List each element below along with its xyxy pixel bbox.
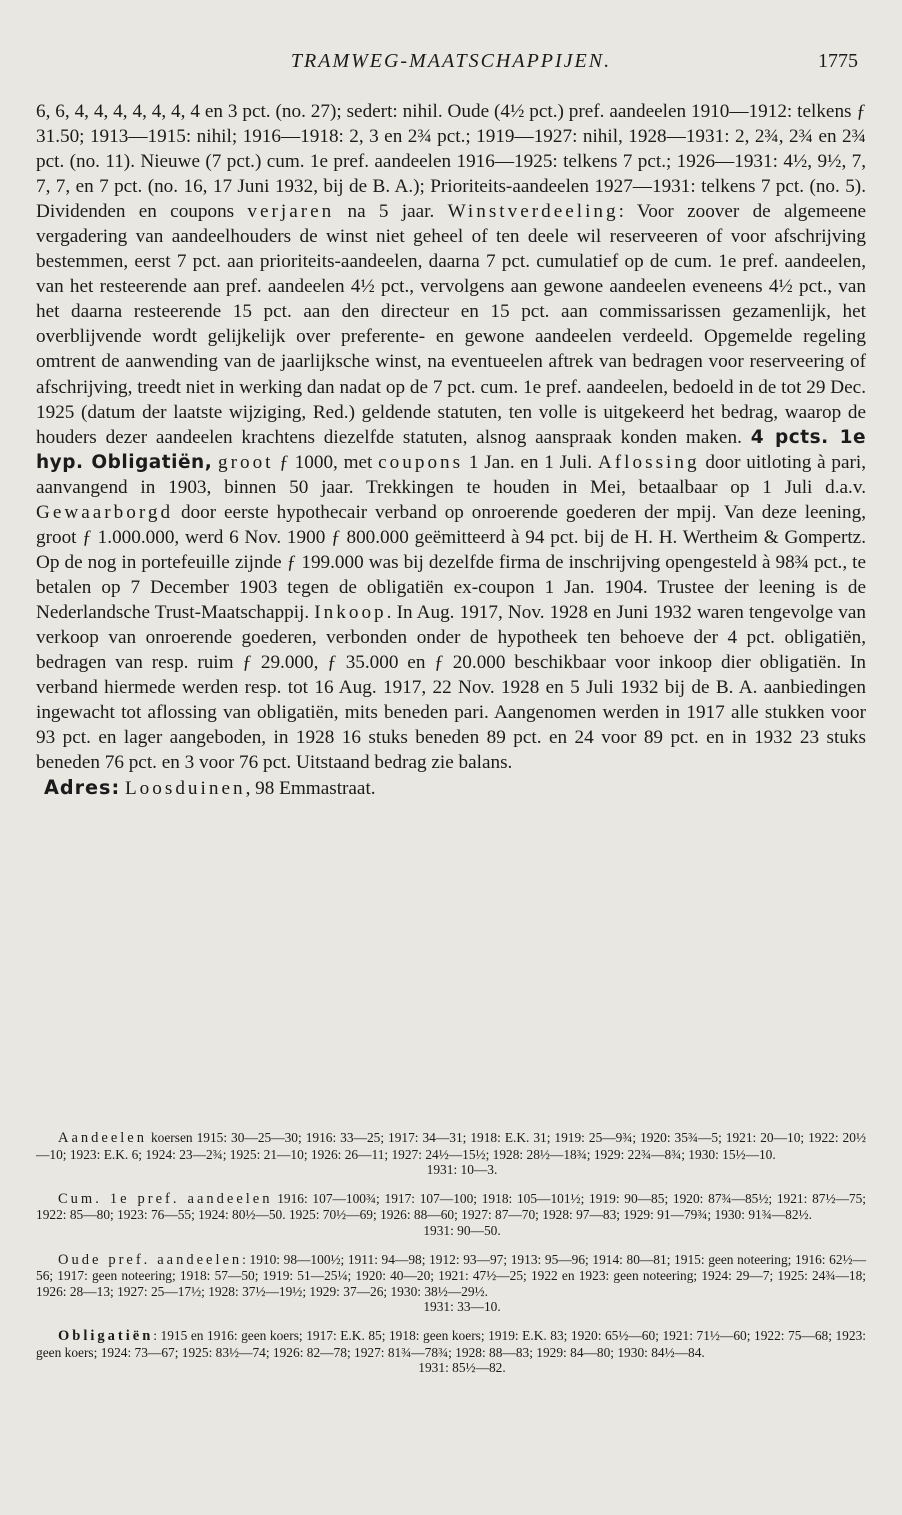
text-segment: ƒ 1000, met	[273, 451, 379, 473]
spaced-term-groot: groot	[218, 451, 274, 473]
address-label: Adres:	[44, 776, 121, 800]
profit-distribution-text: : Voor zoover de algemeene vergadering van aandeelhouders de winst niet geheel of ten deele wil reserveeren of voor afschrijving bestemmen, eerst 7 pct. aan prioriteits-aandeelen, daarna 7 pct. cumulatief op de cum. 1e pref. aandeelen, van het resteerende aan pref. aandeelen 4½ pct., vervolgens aan gewone aandeelen eveneens 4½ pct., van het daarna resteerende 15 pct. aan den directeur en 15 pct. aan commissarissen gezamenlijk, het overblijvende wordt gelijkelijk over preferente- en gewone aandeelen verdeeld. Opgemelde regeling omtrent de aanwending van de jaarlijksche winst, na eventueelen aftrek van bedragen voor reserveering of afschrijving, treedt niet in werking dan nadat op de 7 pct. cum. 1e pref. aandeelen, bedoeld in de tot 29 Dec. 1925 (datum der laatste wijziging, Red.) geldende statuten, ten volle is uitgekeerd het bedrag, waarop de houders dezer aandeelen krachtens diezelfde statuten, alsnog aanspraak konden maken.	[36, 201, 866, 448]
quote-last-line: 1931: 85½—82.	[418, 1360, 506, 1376]
dividend-text: 6, 6, 4, 4, 4, 4, 4, 4, 4 en 3 pct. (no. 27); sedert: nihil. Oude (4½ pct.) pref. aandeelen 1910—1912: telkens ƒ 31.50; 1913—1915: nihil; 1916—1918: 2, 3 en 2¾ pct.; 1919—1927: nihil, 1928—1931: 2, 2¾, 2¾ en 2¾ pct. (no. 11). Nieuwe (7 pct.) cum. 1e pref. aandeelen 1916—1925: telkens 7 pct.; 1926—1931: 4½, 9½, 7, 7, 7, en 7 pct. (no. 16, 17 Juni 1932, bij de B. A.); Prioriteits-aandeelen 1927—1931: telkens 7 pct. (no. 5). Dividenden en coupons	[36, 101, 866, 223]
quote-label: Aandeelen	[58, 1130, 147, 1146]
spaced-term-aflossing: Aflossing	[597, 451, 700, 473]
running-title: TRAMWEG-MAATSCHAPPIJEN.	[290, 50, 612, 72]
text-segment: 1 Jan. en 1 Juli.	[463, 451, 598, 473]
company-paragraph	[36, 99, 866, 775]
quote-block-cum-pref	[36, 1191, 866, 1239]
quote-label: Cum. 1e pref. aandeelen	[58, 1190, 273, 1207]
spaced-term-gewaarborgd: Gewaarborgd	[36, 501, 174, 523]
quote-last-line: 1931: 10—3.	[426, 1162, 498, 1178]
quote-block-obligatien	[36, 1328, 866, 1376]
address-street: , 98 Emmastraat.	[245, 778, 376, 800]
quote-values: koersen 1915: 30—25—30; 1916: 33—25; 1917: 34—31; 1918: E.K. 31; 1919: 25—9¾; 1920: 35¾—5; 1921: 20—10; 1922: 20½—10; 1923: E.K. 6; 1924: 23—2¾; 1925: 21—10; 1926: 26—11; 1927: 24½—15½; 1928: 28½—18¾; 1929: 22¾—8¾; 1930: 15½—10.	[36, 1130, 866, 1162]
page-header	[36, 50, 866, 76]
quote-label: Oude pref. aandeelen	[58, 1251, 243, 1268]
redemption-text: door uitloting à pari, aanvangend in 1903, binnen 50 jaar. Trekkingen te houden in Mei, betaalbaar op 1 Juli d.a.v.	[36, 451, 866, 498]
quote-last-line: 1931: 33—10.	[423, 1299, 501, 1315]
spaced-term-inkoop: Inkoop	[314, 601, 387, 623]
guarantee-text: door eerste hypothecair verband op onroerende goederen der mpij. Van deze leening, groot ƒ 1.000.000, werd 6 Nov. 1900 ƒ 800.000 geëmitteerd à 94 pct. bij de H. H. Wertheim & Gompertz. Op de nog in portefeuille zijnde ƒ 199.000 was bij dezelfde firma de inschrijving opengesteld à 98¾ pct., te betalen op 7 December 1903 tegen de obligatiën ex-coupon 1 Jan. 1904. Trustee der leening is de Nederlandsche Trust-Maatschappij.	[36, 501, 866, 623]
quote-values: 1916: 107—100¾; 1917: 107—100; 1918: 105—101½; 1919: 90—85; 1920: 87¾—85½; 1921: 87½—75; 1922: 85—80; 1923: 76—55; 1924: 80½—50. 1925: 70½—69; 1926: 88—60; 1927: 87—70; 1928: 97—83; 1929: 91—79¾; 1930: 91¾—82½.	[36, 1190, 867, 1223]
address-line	[36, 775, 866, 801]
quote-block-oude-pref	[36, 1252, 866, 1315]
quote-block-aandeelen	[36, 1130, 866, 1178]
purchase-text: . In Aug. 1917, Nov. 1928 en Juni 1932 waren tengevolge van verkoop van onroerende goederen, verbonden onder de hypotheek ten behoeve der 4 pct. obligatiën, bedragen van resp. ruim ƒ 29.000, ƒ 35.000 en ƒ 20.000 beschikbaar voor inkoop dier obligatiën. In verband hiermede werden resp. tot 16 Aug. 1917, 22 Nov. 1928 en 5 Juli 1932 bij de B. A. aanbiedingen ingewacht tot aflossing van obligatiën, mits beneden pari. Aangenomen werden in 1917 alle stukken voor 93 pct. en lager aangeboden, in 1928 16 stuks beneden 89 pct. en 24 voor 89 pct. en in 1932 23 stuks beneden 76 pct. en 3 voor 76 pct. Uitstaand bedrag zie balans.	[36, 601, 866, 774]
bond-heading: 4 pcts. 1e hyp. Obligatiën,	[36, 426, 867, 473]
address-city: Loosduinen	[124, 778, 246, 800]
quote-label: Obligatiën	[58, 1327, 154, 1344]
quote-last-line: 1931: 90—50.	[423, 1222, 501, 1238]
quote-values: : 1910: 98—100½; 1911: 94—98; 1912: 93—97; 1913: 95—96; 1914: 80—81; 1915: geen noteering; 1916: 62½—56; 1917: geen noteering; 1918: 57—50; 1919: 51—25¼; 1920: 40—20; 1921: 47½—25; 1922 en 1923: geen noteering; 1924: 29—7; 1925: 24¾—18; 1926: 28—13; 1927: 25—17½; 1928: 37½—19½; 1929: 37—26; 1930: 38½—29½.	[36, 1251, 866, 1299]
text-segment: na 5 jaar.	[334, 201, 448, 223]
page-number: 1775	[818, 50, 858, 72]
body-text	[36, 99, 866, 801]
price-quotations	[36, 1130, 866, 1389]
spaced-term-coupons: coupons	[378, 451, 464, 473]
spaced-term-verjaren: verjaren	[247, 201, 335, 223]
quote-values: : 1915 en 1916: geen koers; 1917: E.K. 85; 1918: geen koers; 1919: E.K. 83; 1920: 65½—60; 1921: 71½—60; 1922: 75—68; 1923: geen koers; 1924: 73—67; 1925: 83½—74; 1926: 82—78; 1927: 81¾—78¾; 1928: 88—83; 1929: 84—80; 1930: 84½—84.	[36, 1327, 866, 1360]
spaced-term-winstverdeeling: Winstverdeeling	[447, 201, 619, 223]
